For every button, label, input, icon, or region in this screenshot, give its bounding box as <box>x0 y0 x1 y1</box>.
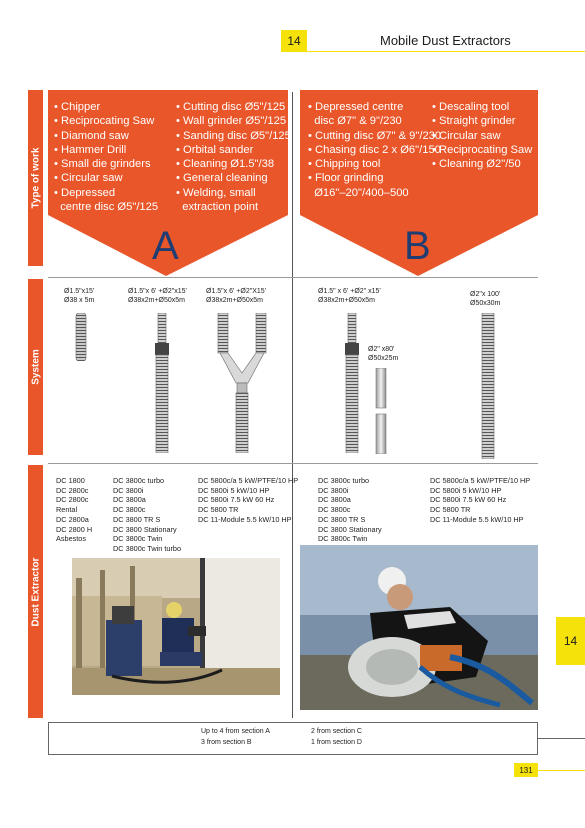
combination-b: 3 from section B <box>201 739 252 746</box>
combo-hose-image <box>150 313 174 453</box>
row-divider <box>48 463 538 464</box>
hose-spec-imperial: Ø1.5"x 6' +Ø2"X15' <box>206 288 266 295</box>
hose-spec-imperial: Ø1.5"x15' <box>64 288 95 295</box>
hose-spec-metric: Ø50x25m <box>368 355 399 362</box>
model-item: DC 3800c turbo <box>318 476 370 485</box>
combination-table <box>48 722 538 755</box>
task-item: • Cutting disc Ø5"/125 <box>176 101 286 113</box>
task-item: • Reciprocating Saw <box>54 115 155 128</box>
hose-spec-metric: Ø38 x 5m <box>64 297 95 304</box>
model-item: DC 3800a <box>318 495 351 505</box>
model-item: DC 3800a <box>113 495 146 505</box>
section-a-models-medium <box>113 476 181 554</box>
worker-wall-grinding-photo <box>72 558 280 695</box>
task-item: • Depressed <box>54 186 116 199</box>
hose-spec <box>64 287 94 305</box>
task-item: • Orbital sander <box>176 143 254 156</box>
model-item: DC 5800i 7.5 kW 60 Hz <box>198 495 275 505</box>
model-item: DC 3800 TR S <box>318 514 366 524</box>
model-item: Rental <box>56 505 78 515</box>
chapter-number: 14 <box>281 30 307 52</box>
task-item: • Diamond saw <box>54 129 129 142</box>
worker-cutting-concrete-photo <box>300 545 538 710</box>
model-item: DC 3800 TR S <box>113 514 161 524</box>
hose-spec-metric: Ø38x2m+Ø50x5m <box>318 297 375 304</box>
model-item: DC 3800 Stationary <box>113 524 177 534</box>
section-b-models-large <box>430 476 530 525</box>
row-label-text: System <box>30 349 41 385</box>
model-item: DC 5800c/a 5 kW/PTFE/10 HP <box>198 476 299 485</box>
combination-c: 2 from section C <box>311 728 362 735</box>
section-letter: A <box>152 224 179 268</box>
combo-hose-image <box>340 313 364 453</box>
model-item: DC 3800c Twin <box>113 534 163 544</box>
row-label-dust-extractor <box>28 465 43 718</box>
task-item: extraction point <box>176 201 259 214</box>
task-item: Ø16"–20"/400–500 <box>308 186 409 199</box>
hose-spec <box>318 287 381 305</box>
combination-d: 1 from section D <box>311 739 362 746</box>
model-item: DC 2800a <box>56 514 89 524</box>
task-item: • Cleaning Ø2"/50 <box>432 158 521 171</box>
section-b-shield <box>300 90 538 276</box>
model-item: DC 1800 <box>56 476 85 485</box>
section-a-models-small <box>56 476 92 544</box>
hose-spec-metric: Ø50x30m <box>470 300 501 307</box>
model-item: DC 5800 TR <box>198 505 239 515</box>
section-b-tasks-col2 <box>432 100 532 171</box>
page-number-rule <box>538 770 585 771</box>
task-item: • Hammer Drill <box>54 143 127 156</box>
hose-spec <box>128 287 187 305</box>
model-item: DC 5800 TR <box>430 505 471 515</box>
section-b-tasks-col1 <box>308 100 441 200</box>
hose-spec-imperial: Ø1.5"x 6' +Ø2"x15' <box>128 288 187 295</box>
metal-tube-image <box>374 368 388 454</box>
hose-spec-metric: Ø38x2m+Ø50x5m <box>128 297 185 304</box>
hose-spec-imperial: Ø1.5" x 6' +Ø2" x15' <box>318 288 381 295</box>
task-item: • Chasing disc 2 x Ø6"/150 <box>308 143 441 156</box>
task-item: • Chipper <box>54 101 101 113</box>
task-item: • Floor grinding <box>308 172 384 185</box>
hose-spec <box>206 287 266 305</box>
task-item: centre disc Ø5"/125 <box>54 201 159 214</box>
model-item: DC 5800i 7.5 kW 60 Hz <box>430 495 507 505</box>
hose-spec-imperial: Ø2"x 100' <box>470 291 501 298</box>
section-letter: B <box>404 224 431 268</box>
task-item: • Circular saw <box>54 172 123 185</box>
page-number: 131 <box>514 763 538 777</box>
task-item: disc Ø7" & 9"/230 <box>308 115 402 128</box>
header-rule <box>307 51 585 52</box>
task-item: • Cutting disc Ø7" & 9"/230 <box>308 129 442 142</box>
task-item: • Straight grinder <box>432 115 516 128</box>
hose-spec <box>470 290 500 308</box>
task-item: • Chipping tool <box>308 158 381 171</box>
short-hose-image <box>74 313 88 361</box>
model-item: DC 3800c <box>113 505 146 515</box>
model-item: DC 3800i <box>113 485 144 495</box>
model-item: DC 5800c/a 5 kW/PTFE/10 HP <box>430 476 531 485</box>
model-item: DC 3800c Twin turbo <box>113 543 182 553</box>
model-item: DC 5800i 5 kW/10 HP <box>198 485 270 495</box>
hose-spec-metric: Ø38x2m+Ø50x5m <box>206 297 263 304</box>
section-a-tasks-col2 <box>176 100 291 214</box>
model-item: Asbestos <box>56 534 87 544</box>
section-divider <box>292 92 293 718</box>
task-item: • Cleaning Ø1.5"/38 <box>176 158 275 171</box>
model-item: DC 3800c <box>318 505 351 515</box>
page-title: Mobile Dust Extractors <box>380 33 511 48</box>
y-hose-image <box>214 313 270 453</box>
section-a-tasks-col1 <box>54 100 158 214</box>
row-label-type-of-work <box>28 90 43 266</box>
task-item: • Depressed centre <box>308 101 404 113</box>
model-item: DC 3800 Stationary <box>318 524 382 534</box>
task-item: • Small die grinders <box>54 158 151 171</box>
model-item: DC 11-Module 5.5 kW/10 HP <box>198 514 292 524</box>
task-item: • Welding, small <box>176 186 256 199</box>
model-item: DC 2800c <box>56 485 89 495</box>
model-item: DC 3800c turbo <box>113 476 165 485</box>
long-hose-image <box>478 313 498 459</box>
model-item: DC 5800i 5 kW/10 HP <box>430 485 502 495</box>
row-divider <box>48 277 538 278</box>
combination-a: Up to 4 from section A <box>201 728 270 735</box>
row-label-text: Dust Extractor <box>30 557 41 626</box>
footer-rule <box>538 738 585 739</box>
section-a-models-large <box>198 476 298 525</box>
section-b-models-medium <box>318 476 386 554</box>
section-a-shield <box>48 90 291 276</box>
chapter-side-tab: 14 <box>556 617 585 665</box>
task-item: • Descaling tool <box>432 101 510 113</box>
hose-spec-imperial: Ø2" x80' <box>368 346 395 353</box>
task-item: • Reciprocating Saw <box>432 143 533 156</box>
model-item: DC 11-Module 5.5 kW/10 HP <box>430 514 524 524</box>
hose-spec <box>368 345 398 363</box>
task-item: • General cleaning <box>176 172 268 185</box>
model-item: DC 3800i <box>318 485 349 495</box>
model-item: DC 2800c <box>56 495 89 505</box>
row-label-text: Type of work <box>30 147 41 209</box>
task-item: • Sanding disc Ø5"/125 <box>176 129 291 142</box>
model-item: DC 3800c Twin <box>318 534 368 544</box>
row-label-system <box>28 279 43 455</box>
task-item: • Wall grinder Ø5"/125 <box>176 115 287 128</box>
model-item: DC 2800 H <box>56 524 93 534</box>
task-item: • Circular saw <box>432 129 501 142</box>
